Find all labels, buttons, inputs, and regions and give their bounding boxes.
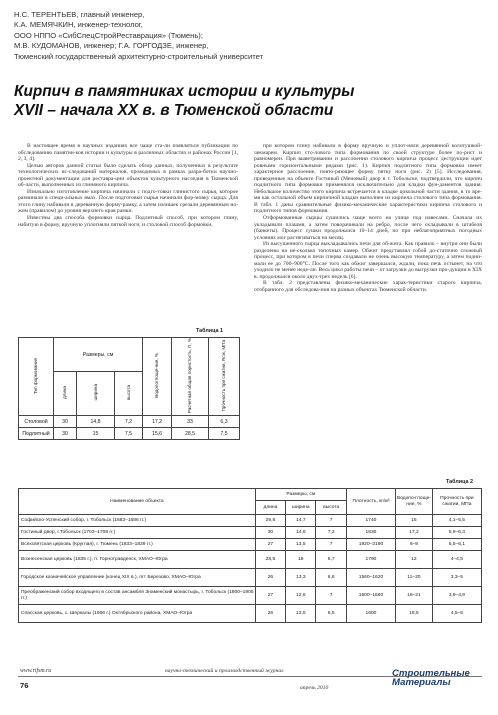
cell: 7 (316, 515, 346, 527)
table2-header-length: длина (255, 501, 285, 515)
cell: 28,5 (255, 551, 285, 569)
cell: 3,3–5 (432, 569, 481, 587)
table1-header-strength: Прочность при сжатии, Rсж, МПа (209, 338, 240, 416)
paragraph: при котором глину набивали в форму вручную и уплот-няли деревянной колотушкой-чекмарем. Кирпич сто-лового типа формования по своей структуре более по-рист и равномерен. При выветривании и расслоении столового кирпича процесс деструкции идет ровными горизонтальными рядами (рис. 1). Кирпич подлитного типа формовки имеет характерное расслоение, повто-ряющее форму пятку ноги (рис. 2) [5]. Исследования, проведенные на объекте Гостиный (Меновый) двор в г. Тобольске, подтвердили, что кирпич подлитного типа формовки применялся исключительно для кладки фун-даментов здания. Небольшое количество этого кирпича встречается в кладке цокольной части здания, в то вре-мя как остальной объем кирпичной кладки выполнен из кирпича столового типа формования. В табл. 1 даны сравнительные физико-механические характеристики кирпича столового и подлитного типов формования. (254, 143, 482, 215)
cell: Спасская церковь, с. Шеркалы (1906 г.) Октябрьского района, ХМАО–Югра (19, 605, 256, 623)
table-row (19, 416, 240, 428)
cell: 15 (396, 515, 433, 527)
table2-header-height: высота (316, 501, 346, 515)
article-title (14, 82, 484, 120)
cell: Всехсвятская церковь (Круглая), г. Тюмень (1833–1839 гг.) (19, 539, 256, 551)
journal-url[interactable]: www.rifsm.ru (20, 668, 52, 674)
author-line: Н.С. ТЕРЕНТЬЕВ, главный инженер, (14, 10, 145, 19)
cell: 6,7 (316, 551, 346, 569)
cell: Столовой (19, 416, 54, 428)
table2-label: Таблица 2 (446, 479, 473, 485)
cell: 6,3 (209, 416, 240, 428)
cell: 1560–1620 (346, 569, 395, 587)
cell: 1600–1660 (346, 587, 395, 605)
cell: 7,5 (209, 428, 240, 440)
paragraph: Изначально изготовление кирпича начинали с подго-товки глинистого сырья, которое разминали в специ-альных ямах. После подготовки сырья начинали фор-мовку сырца. Для этого глину набивали в деревянную форму-рамку, а затем излишек срезали деревянным но-жом (правилом) до уровня верхнего края рамки. (18, 188, 238, 215)
table1-header-porosity: Расчетная общая пористость, П, % (172, 338, 209, 416)
cell: 4–4,5 (432, 551, 481, 569)
paragraph: В настоящее время в научных изданиях все чаще ста-ли появляться публикации по обследованию памятни-ков истории и культуры в различных областях и районах России [1, 2, 3, 4]. (18, 143, 238, 163)
cell: 12,6 (286, 587, 316, 605)
cell: 13,5 (286, 605, 316, 623)
cell: 7 (316, 587, 346, 605)
authors-block (14, 10, 484, 62)
table1-label: Таблица 1 (196, 328, 223, 334)
cell: 7,2 (316, 527, 346, 539)
table-2 (18, 488, 482, 623)
cell: 14,7 (286, 515, 316, 527)
cell: 13,5 (286, 539, 316, 551)
table-row (19, 605, 482, 623)
cell: 6–8 (396, 539, 433, 551)
title-line-2: XVII – начала XX в. в Тюменской области (14, 102, 334, 119)
cell: 5,9–6,3 (432, 527, 481, 539)
cell: 26 (255, 605, 285, 623)
table1-header-length: длина (54, 372, 77, 416)
table2-header-strength: Прочность при сжатии, МПа (432, 489, 481, 515)
cell: 30 (255, 527, 285, 539)
cell: 4,1–5,5 (432, 515, 481, 527)
table-row (19, 569, 482, 587)
issue-date: апрель 2010 (300, 685, 329, 691)
table1-header-height: высота (114, 372, 142, 416)
left-text-column (18, 143, 238, 228)
logo-line-2: Материалы (392, 677, 451, 688)
cell: 30 (54, 416, 77, 428)
table2-header-absorption: Водопо-глоще-ние, % (396, 489, 433, 515)
cell: Гостиный двор, г.Тобольск (1703–1708 гг.) (19, 527, 256, 539)
cell: 13,3 (286, 569, 316, 587)
cell: Вознесенская церковь (1835 г.), п. Горнотравденск, ХМАО–Югра (19, 551, 256, 569)
table2-header-sizes: Размеры, см (255, 489, 346, 501)
journal-subtitle: научно-технический и производственный журнал (165, 668, 284, 674)
table2-header-name: Наименование объекта (19, 489, 256, 515)
cell: Подлитный (19, 428, 54, 440)
cell: 7,2 (114, 416, 142, 428)
cell: 4,5–5 (432, 605, 481, 623)
table1-header-type: Тип формования (19, 338, 54, 416)
author-line: М.В. КУДОМАНОВ, инженер; Г.А. ГОРГОДЗЕ, инженер, (14, 41, 209, 51)
paragraph: Целью авторов данной статьи было сделать обзор данных, полученных в результате технологических ис-следований материалов, проводимых в рамках разра-ботки научно-проектной документации для реставра-ции объектов культурного наследия в Тюменской об-ласти, выполненных из глиняного кирпича. (18, 162, 238, 189)
author-line: К.А. МЕМЯЧКИН, инженер-технолог, (14, 20, 143, 30)
cell: 29,8 (255, 515, 285, 527)
cell: 6,8 (316, 569, 346, 587)
cell: 1830 (346, 527, 395, 539)
cell: 1920–2190 (346, 539, 395, 551)
cell: 26 (255, 569, 285, 587)
cell: 16–21 (396, 587, 433, 605)
author-line: Тюменский государственный архитектурно-строительный университет (14, 51, 264, 61)
journal-logo (392, 669, 484, 687)
cell: 27 (255, 539, 285, 551)
cell: 15 (77, 428, 115, 440)
table2-header-width: ширина (286, 501, 316, 515)
cell: 15 (286, 551, 316, 569)
author-line: ООО НППО «СибСпецСтройРеставрация» (Тюмень); (14, 30, 203, 40)
table-row (19, 428, 240, 440)
logo-line-1: Строительные (392, 668, 470, 679)
cell: 30 (54, 428, 77, 440)
paragraph: В табл. 2 представлены физико-механические харак-теристики старого кирпича, отобранного для обследова-ния на разных объектах Тюменской области. (254, 280, 482, 294)
table1-header-absorption: Водопоглоще-ние, % (143, 338, 172, 416)
cell: 14,8 (77, 416, 115, 428)
table-1 (18, 337, 240, 440)
table1-header-sizes: Размеры, см (54, 338, 143, 372)
cell: Софийско-Успенский собор, г. Тобольск (1683–1686 гг.) (19, 515, 256, 527)
paragraph: Из высушенного сырца выкладывались печи для об-жига. Как правило – внутри они были разделены на не-сколько топочных камер. Обжиг представлял собой до-статочно сложный процесс, при котором в печи сперва создавали не очень высокую температуру, а затем подни-мали ее до 700–900°С. После того как обжиг завершался, ждали, пока печь остынет, на что уходило не менее неде-ли. Весь цикл работы печи – от загрузки до выгрузки про-дукции в XIX в. продолжался около двух-трех недель [6]. (254, 241, 482, 280)
right-text-column (254, 143, 482, 294)
paragraph: Отформованные сырцы сушились чаще всего на улице под навесами. Сначала их укладывали плашмя, а затем поворачивали на ребро, после чего складывали в штабеля (банкеты). Процесс сушки продолжался 10–14 дней, но при неблагоприятных погодных условиях мог растягиваться на месяц. (254, 215, 482, 241)
table2-header-density: Плотность, кг/м³ (346, 489, 395, 515)
cell: 18,5 (396, 605, 433, 623)
cell: 17,2 (396, 527, 433, 539)
cell: 15,6 (143, 428, 172, 440)
table-row (19, 527, 482, 539)
table-row (19, 587, 482, 605)
page-number: 76 (20, 681, 29, 690)
title-line-1: Кирпич в памятниках истории и культуры (14, 83, 355, 100)
table-row (19, 515, 482, 527)
cell: 17,2 (143, 416, 172, 428)
cell: Преображенский собор входящего в состав ансамбля Знаменский монастырь, г. Тобольск (1900–1905 гг.) (19, 587, 256, 605)
cell: 7,5 (114, 428, 142, 440)
cell: 3,9–4,9 (432, 587, 481, 605)
cell: 1740 (346, 515, 395, 527)
cell: 28,5 (172, 428, 209, 440)
cell: 33 (172, 416, 209, 428)
cell: 6,5 (316, 605, 346, 623)
cell: 7 (316, 539, 346, 551)
cell: 1600 (346, 605, 395, 623)
cell: 14,8 (286, 527, 316, 539)
cell: 11–20 (396, 569, 433, 587)
cell: 12 (396, 551, 433, 569)
cell: 5,5–6,1 (432, 539, 481, 551)
table-row (19, 539, 482, 551)
cell: Городское казначейское управление (конец XIX в.), пгт Березово, ХМАО–Югра (19, 569, 256, 587)
cell: 1790 (346, 551, 395, 569)
table-row (19, 551, 482, 569)
cell: 27 (255, 587, 285, 605)
table1-header-width: ширина (77, 372, 115, 416)
paragraph: Известны два способа формовки сырца. Подлитный способ, при котором глину, набитую в форму, вручную уплотняли пяткой ноги, и столовой способ формовки, (18, 215, 238, 228)
